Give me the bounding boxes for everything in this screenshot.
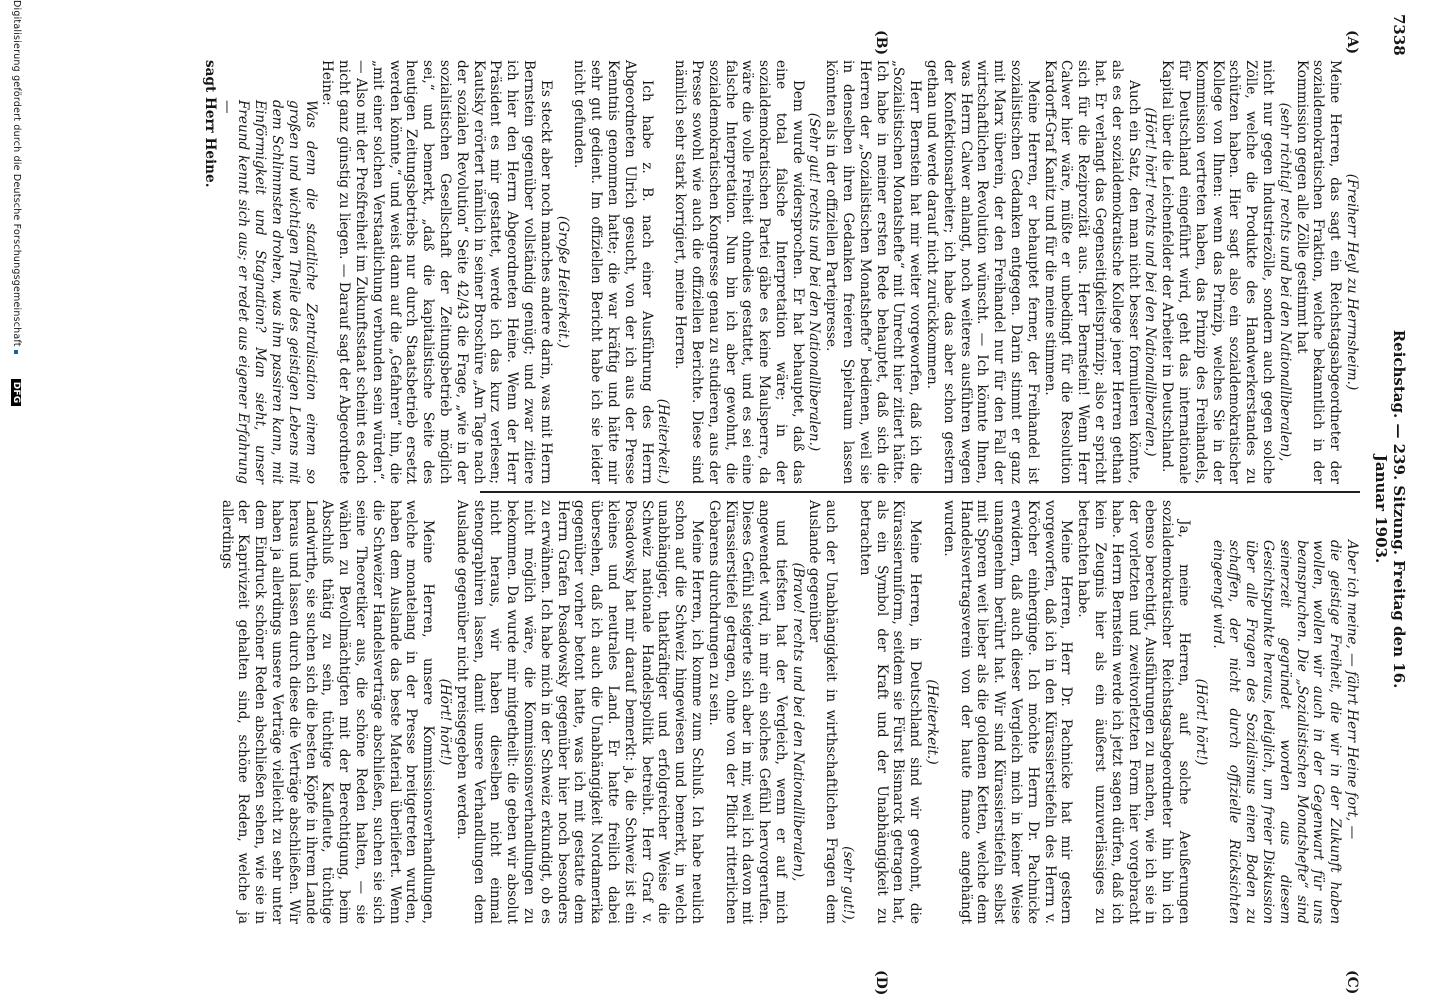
left-paragraph: (Große Heiterkeit.) [554, 215, 571, 349]
left-paragraph: (Heiterkeit.) [655, 398, 672, 484]
left-paragraph: sagt Herr Heine. [201, 60, 218, 188]
right-paragraph: (Hört! hört!) [436, 678, 453, 766]
right-paragraph: und tiefsten hat der Vergleich, wenn er auf mich angewendet wird, in mir ein solches Gefühl hervorgerufen. Dieses Gefühl steigerte sich aber in mir, weil ich davon mit Kürassierstiefel getragen, ohne von der Pflicht ritterlichen Gebarens durchdrungen zu sein. [705, 500, 789, 924]
left-column [201, 60, 1360, 484]
left-paragraph: (Hört! hört! rechts und bei den Nationalliberalen.) [1142, 107, 1159, 457]
right-paragraph: (Heiterkeit.) [924, 679, 941, 765]
left-paragraph: Meine Herren, das sagt ein Reichstagsabgeordneter der sozialdemokratischen Fraktion, welche bekanntlich in der Kommission gegen alle Zölle gestimmt hat [1293, 60, 1344, 484]
left-paragraph: Ich habe z. B. nach einer Ausführung des Herrn Abgeordneten Ulrich gesucht, von der ich aus der Presse Kenntnis genommen hatte; die war kräftig und hätte mir sehr gut gedient. Im offiziellen Bericht habe ich sie leider nicht gefunden. [571, 60, 655, 484]
margin-marker-a: (A) [1344, 30, 1360, 55]
margin-marker-d: (D) [873, 970, 889, 996]
left-paragraph: Herr Bernstein hat mir weiter vorgeworfen, daß ich die „Sozialistischen Monatshefte“ mit Unrecht hier zitiert hätte. Ich habe in meiner ersten Rede behauptet, daß sich die Herren der „Sozialistischen Monatshefte“ bedienen, weil sie in denselben ihren Gedanken freieren Spielraum lassen könnten als in der offiziellen Parteipresse. [823, 60, 924, 484]
right-paragraph: Ja, meine Herren, auf solche Aeußerungen sozialdemokratischer Reichstagsabgeordneter hin bin ich ebenso berechtigt, Ausführungen zu machen, wie ich sie in der vorletzten und zweitvorletzten Form hier vorgebracht habe. Herrn Bernstein werde ich jetzt sagen dürfen, daß ich kein Zeugnis hier als ein äußerst unzuverlässiges zu betrachten habe. [1075, 500, 1193, 924]
left-paragraph: Dem wurde widersprochen. Er hat behauptet, daß das eine total falsche Interpretation wäre; in der sozialdemokratischen Partei gäbe es keine Maulsperre, da wäre die volle Freiheit ohnedies gestattet, und es sei eine falsche Interpretation. Nun bin ich aber gewohnt, die sozialdemokratischen Kongresse genau zu studieren, aus der Presse sowohl wie auch die offiziellen Berichte. Diese sind nämlich sehr stark korrigiert, meine Herren. [672, 60, 806, 484]
right-paragraph: auch der Unabhängigkeit in wirthschaftlichen Fragen dem Auslande gegenüber [806, 500, 840, 924]
left-paragraph: (Freiherr Heyl zu Herrnsheim.) [1344, 173, 1360, 391]
right-paragraph: Meine Herren, Herr Dr. Pachnicke hat mir gestern vorgeworfen, daß ich in den Kürassierstiefeln des Herrn v. Kröcher einherginge. Ich möchte Herrn Dr. Pachnicke erwidern, daß auch dieser Vergleich mich in keiner Weise unangenehm berührt hat. Wir sind Kürassierstiefeln selbst mit Sporen weit lieber als die goldenen Ketten, welche dem Handelsvertragsverein von der haute finance angehängt wurden. [940, 500, 1075, 924]
right-paragraph: Meine Herren, ich komme zum Schluß. Ich habe neulich schon auf die Schweiz hingewiesen und bemerkt, in welch unabhängiger, thatkräftiger und erfolgreicher Weise die Schweiz nationale Handelspolitik betreibt. Herr Graf v. Posadowsky hat mir darauf bemerkt: ja, die Schweiz ist ein kleines und neutrales Land. Er hatte freilich dabei übersehen, daß ich auch die Unabhängigkeit Nordamerika gegenüber vorher betont hatte, was ich mit gestatte dem Herrn Grafen Posadowsky gegenüber hier noch besonders zu erwähnen. Ich habe mich in der Schweiz erkundigt, ob es nicht möglich wäre, die Kommissionsverhandlungen zu bekommen. Da wurde mir mitgetheilt: die geben wir absolut nicht heraus, wir haben dieselben nicht einmal stenographiren lassen, damit unsere Verhandlungen dem Auslande gegenüber nicht preisgegeben werden. [453, 500, 705, 924]
left-paragraph: Meine Herren, er behauptet ferner, der Freihandel ist sozialistischen Gedanken entgegen. Darin stimmt er ganz mit Marx überein, der den Freihandel nur für den Fall der wirtschaftlichen Revolution wünscht. — Ich könnte Ihnen, was Herrn Calwer anlangt, noch weiteres ausführen wegen der Konfektionsarbeiter; ich habe das aber schon gestern gethan und werde darauf nicht zurückkommen. [924, 60, 1041, 484]
footer-dot-icon [15, 350, 19, 354]
margin-marker-c: (C) [1344, 970, 1360, 995]
page-header [1368, 14, 1408, 964]
right-paragraph: Meine Herren, unsere Kommissionsverhandlungen, welche monatelang in der Presse breitgetreten wurden, haben dem Auslande das beste Material überliefert. Wenn die Schweizer Handelsverträge abschließen, suchen sie sich seine Theoretiker aus, die schöne Reden halten, — sie wählen zu Bevollmächtigten mit der Berechtigung, beim Abschluß thätig zu sein, tüchtige Kaufleute, tüchtige Landwirthe, sie suchen sich die besten Köpfe in ihrem Lande heraus und lassen durch diese die Verträge abschließen. Wir haben ja allerdings unsere Verträge vielleicht zu sehr unter dem Eindruck schöner Reden abschließen sehen, wie sie in der Kaprivizeit gehalten sind, schöne Reden, welche ja allerdings [218, 500, 437, 924]
page-number: 7338 [1390, 14, 1408, 56]
page-title: Reichstag. — 239. Sitzung. Freitag den 16. Januar 1903. [1372, 329, 1408, 689]
left-paragraph: Auch ein Satz, den man nicht besser formulieren könnte, als es der sozialdemokratische Kollege jener Herren gethan hat. Er verlangt das Gegenseitigkeitsprinzip; also er spricht sich für die Reziprozität aus. Herr Bernstein! Wenn Herr Calwer hier wäre, müßte er unbedingt für die Resolution Kardorff-Graf Kanitz und für die meine stimmen. [1041, 60, 1142, 484]
margin-marker-b: (B) [873, 30, 889, 56]
left-paragraph: Was denn die staatliche Zentralisation einem so großen und wichtigen Theile des geistigen Lebens mit dem Schlimmsten drohen, was ihm passiren kann, mit Einförmigkeit und Stagnation? Man sieht, unser Freund kennt sich aus; er redet aus eigener Erfahrung — [218, 100, 319, 484]
left-paragraph: (sehr richtig! rechts und bei den Nationalliberalen), [1276, 102, 1293, 462]
column-divider [480, 491, 1360, 493]
left-paragraph: (Sehr gut! rechts und bei den Nationalliberalen.) [806, 112, 823, 452]
left-paragraph: Es steckt aber noch manches andere darin, was mit Herrn Bernstein gegenüber vollständig genügt; und zwar zitiere ich hier den Herrn Abgeordneten Heine. Wenn der Herr Präsident es mir gestattet, werde ich das kurz verlesen; Kautsky erörtert nämlich in seiner Broschüre „Am Tage nach der sozialen Revolution“ Seite 42/43 die Frage, „wie in der sozialistischen Gesellschaft der Zeitungsbetrieb möglich sei,“ und bemerkt, „daß die kapitalistische Seite des heutigen Zeitungsbetriebs nur durch Staatsbetrieb ersetzt werden könnte,“ und weist dann auf die „Gefahren“ hin, die „mit einer solchen Verstaatlichung verbunden sein würden“. — Also mit der Preßfreiheit im Zukunftsstaat scheint es doch nicht ganz günstig zu liegen. — Darauf sagt der Abgeordnete Heine: [319, 60, 554, 484]
right-paragraph: Aber ich meine, — fährt Herr Heine fort, — [1344, 540, 1360, 840]
right-paragraph: die geistige Freiheit, die wir in der Zukunft haben wollen, wollen wir auch in der Gegenwart für uns beanspruchen. Die „Sozialistischen Monatshefte“ sind seinerzeit gegründet worden aus diesem Gesichtspunkte heraus, lediglich, um freier Diskussion über alle Fragen des Sozialismus einen Boden zu schaffen, der nicht durch offizielle Rücksichten eingeengt wird. [1209, 540, 1344, 924]
dfg-logo: DFG [12, 379, 22, 407]
right-column [218, 500, 1360, 924]
right-paragraph: Meine Herren, in Deutschland sind wir gewohnt, die Kürassieruniform, seitdem sie Fürst Bismarck getragen hat, als ein Symbol der Kraft und der Unabhängigkeit zu betrachten [856, 500, 924, 924]
right-paragraph: (Bravo! rechts und bei den Nationalliberalen), [789, 562, 806, 882]
left-paragraph: nicht nur gegen Industriezölle, sondern auch gegen solche Zölle, welche die Produkte des Handwerkerstandes zu schützen haben. Hier sagt also ein sozialdemokratischer Kollege von Ihnen: wenn das Prinzip, welches Sie in der Kommission vertreten haben, das Prinzip des Freihandels, für Deutschland eingeführt wird, geht das internationale Kapital über die Leichenfelder der Arbeiter in Deutschland. [1159, 60, 1277, 484]
right-paragraph: (Hört! hört!) [1192, 678, 1209, 766]
footer-credit: Digitalisierung gefördert durch die Deutsche Forschungsgemeinschaft [11, 0, 22, 347]
right-paragraph: (sehr gut!), [840, 846, 857, 924]
footer [4, 0, 22, 1000]
